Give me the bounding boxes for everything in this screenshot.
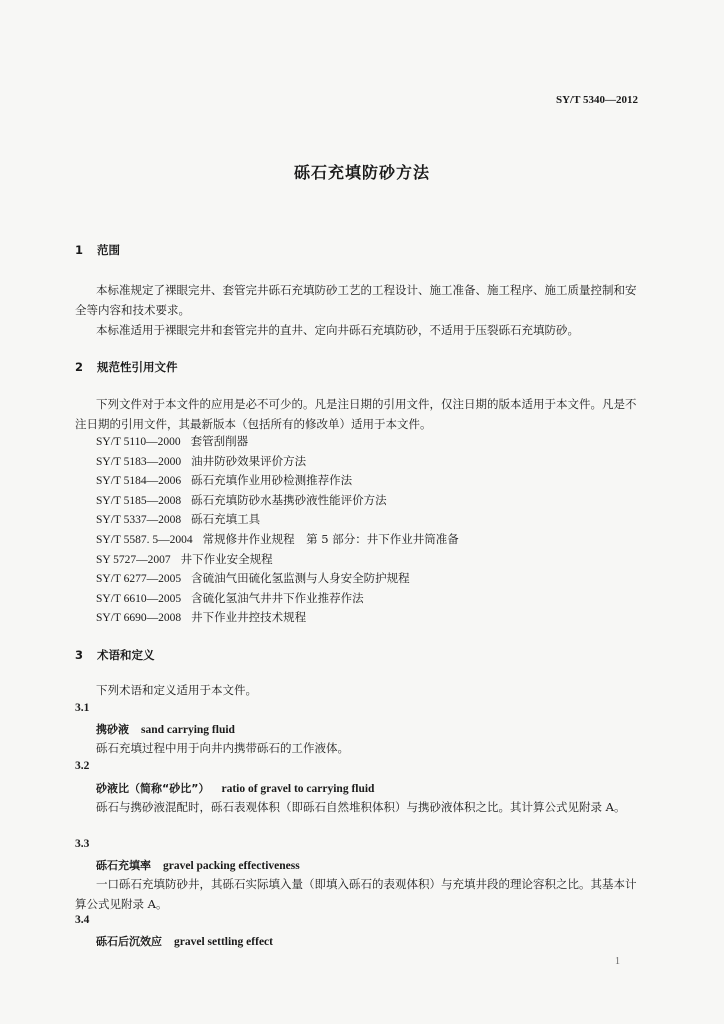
- paragraph-text: 砾石与携砂液混配时，砾石表观体积（即砾石自然堆积体积）与携砂液体积之比。其计算公式见附录 A。: [96, 800, 626, 814]
- reference-item: [96, 550, 459, 570]
- term-definition: [75, 797, 640, 817]
- normative-reference-list: [96, 432, 459, 628]
- section-3-heading: [75, 647, 155, 663]
- term-name: [96, 933, 273, 949]
- term-name: [96, 780, 374, 796]
- term-name-zh: 砾石后沉效应: [96, 935, 162, 948]
- reference-item: [96, 432, 459, 452]
- reference-item: [96, 589, 459, 609]
- term-number: 3.2: [75, 760, 90, 772]
- term-name: [96, 857, 300, 873]
- section-title: 范围: [97, 243, 120, 257]
- term-number: 3.4: [75, 914, 90, 926]
- section-title: 术语和定义: [97, 648, 155, 662]
- reference-code: SY/T 5184—2006: [96, 475, 182, 488]
- reference-code: SY/T 6690—2008: [96, 612, 182, 625]
- reference-code: SY/T 5110—2000: [96, 436, 181, 448]
- paragraph-text: 本标准规定了裸眼完井、套管完井砾石充填防砂工艺的工程设计、施工准备、施工程序、施工质量控制和安全等内容和技术要求。: [75, 283, 637, 317]
- term-name-zh: 砂液比（简称“砂比”）: [96, 782, 210, 795]
- reference-code: SY/T 6610—2005: [96, 592, 182, 605]
- paragraph-text: 一口砾石充填防砂井，其砾石实际填入量（即填入砾石的表观体积）与充填井段的理论容积之比。其基本计算公式见附录 A。: [75, 877, 637, 911]
- reference-item: [96, 491, 459, 511]
- section-1-paragraph-1: [75, 280, 640, 320]
- reference-code: SY/T 5185—2008: [96, 494, 182, 507]
- term-name-zh: 砾石充填率: [96, 859, 151, 872]
- paragraph-text: 下列术语和定义适用于本文件。: [96, 683, 257, 697]
- reference-item: [96, 471, 459, 491]
- term-name: [96, 721, 235, 737]
- term-name-zh: 携砂液: [96, 723, 129, 736]
- reference-title: 砾石充填工具: [191, 512, 261, 527]
- reference-code: SY 5727—2007: [96, 553, 171, 566]
- section-3-intro: [75, 680, 640, 700]
- reference-title: 常规修井作业规程 第 5 部分：井下作业井筒准备: [202, 531, 459, 546]
- reference-item: [96, 510, 459, 530]
- standard-code: SY/T 5340—2012: [555, 94, 638, 106]
- reference-code: SY/T 5587. 5—2004: [96, 533, 193, 546]
- reference-title: 含硫油气田硫化氢监测与人身安全防护规程: [191, 571, 410, 586]
- paragraph-text: 本标准适用于裸眼完井和套管完井的直井、定向井砾石充填防砂，不适用于压裂砾石充填防砂。: [96, 323, 579, 337]
- term-number: 3.3: [75, 838, 90, 850]
- reference-item: [96, 569, 459, 589]
- reference-code: SY/T 5337—2008: [96, 514, 182, 527]
- term-definition: [75, 874, 640, 914]
- section-number: 1: [75, 243, 84, 257]
- reference-code: SY/T 6277—2005: [96, 573, 182, 586]
- reference-title: 套管刮削器: [190, 434, 249, 448]
- term-number: 3.1: [75, 702, 90, 714]
- section-2-heading: [75, 359, 178, 375]
- reference-title: 砾石充填作业用砂检测推荐作法: [191, 473, 353, 488]
- section-1-heading: [75, 242, 120, 258]
- paragraph-text: 砾石充填过程中用于向井内携带砾石的工作液体。: [96, 741, 349, 755]
- term-name-en: gravel packing effectiveness: [163, 860, 300, 872]
- section-2-paragraph-1: [75, 394, 640, 434]
- reference-item: [96, 608, 459, 628]
- paragraph-text: 下列文件对于本文件的应用是必不可少的。凡是注日期的引用文件，仅注日期的版本适用于本文件。凡是不注日期的引用文件，其最新版本（包括所有的修改单）适用于本文件。: [75, 397, 637, 431]
- page-number: 1: [615, 956, 620, 967]
- reference-item: [96, 452, 459, 472]
- term-definition: [75, 738, 640, 758]
- document-title: 砾石充填防砂方法: [293, 163, 430, 182]
- section-number: 2: [75, 360, 84, 374]
- reference-title: 砾石充填防砂水基携砂液性能评价方法: [191, 492, 387, 507]
- reference-title: 油井防砂效果评价方法: [191, 453, 307, 468]
- term-name-en: gravel settling effect: [174, 936, 273, 948]
- reference-code: SY/T 5183—2000: [96, 455, 182, 468]
- section-1-paragraph-2: [75, 320, 640, 340]
- term-name-en: sand carrying fluid: [141, 724, 235, 736]
- section-number: 3: [75, 648, 84, 662]
- reference-title: 含硫化氢油气井井下作业推荐作法: [191, 590, 364, 605]
- reference-item: [96, 530, 459, 550]
- section-title: 规范性引用文件: [97, 360, 178, 374]
- reference-title: 井下作业安全规程: [180, 551, 273, 566]
- reference-title: 井下作业井控技术规程: [191, 610, 307, 625]
- term-name-en: ratio of gravel to carrying fluid: [221, 783, 375, 795]
